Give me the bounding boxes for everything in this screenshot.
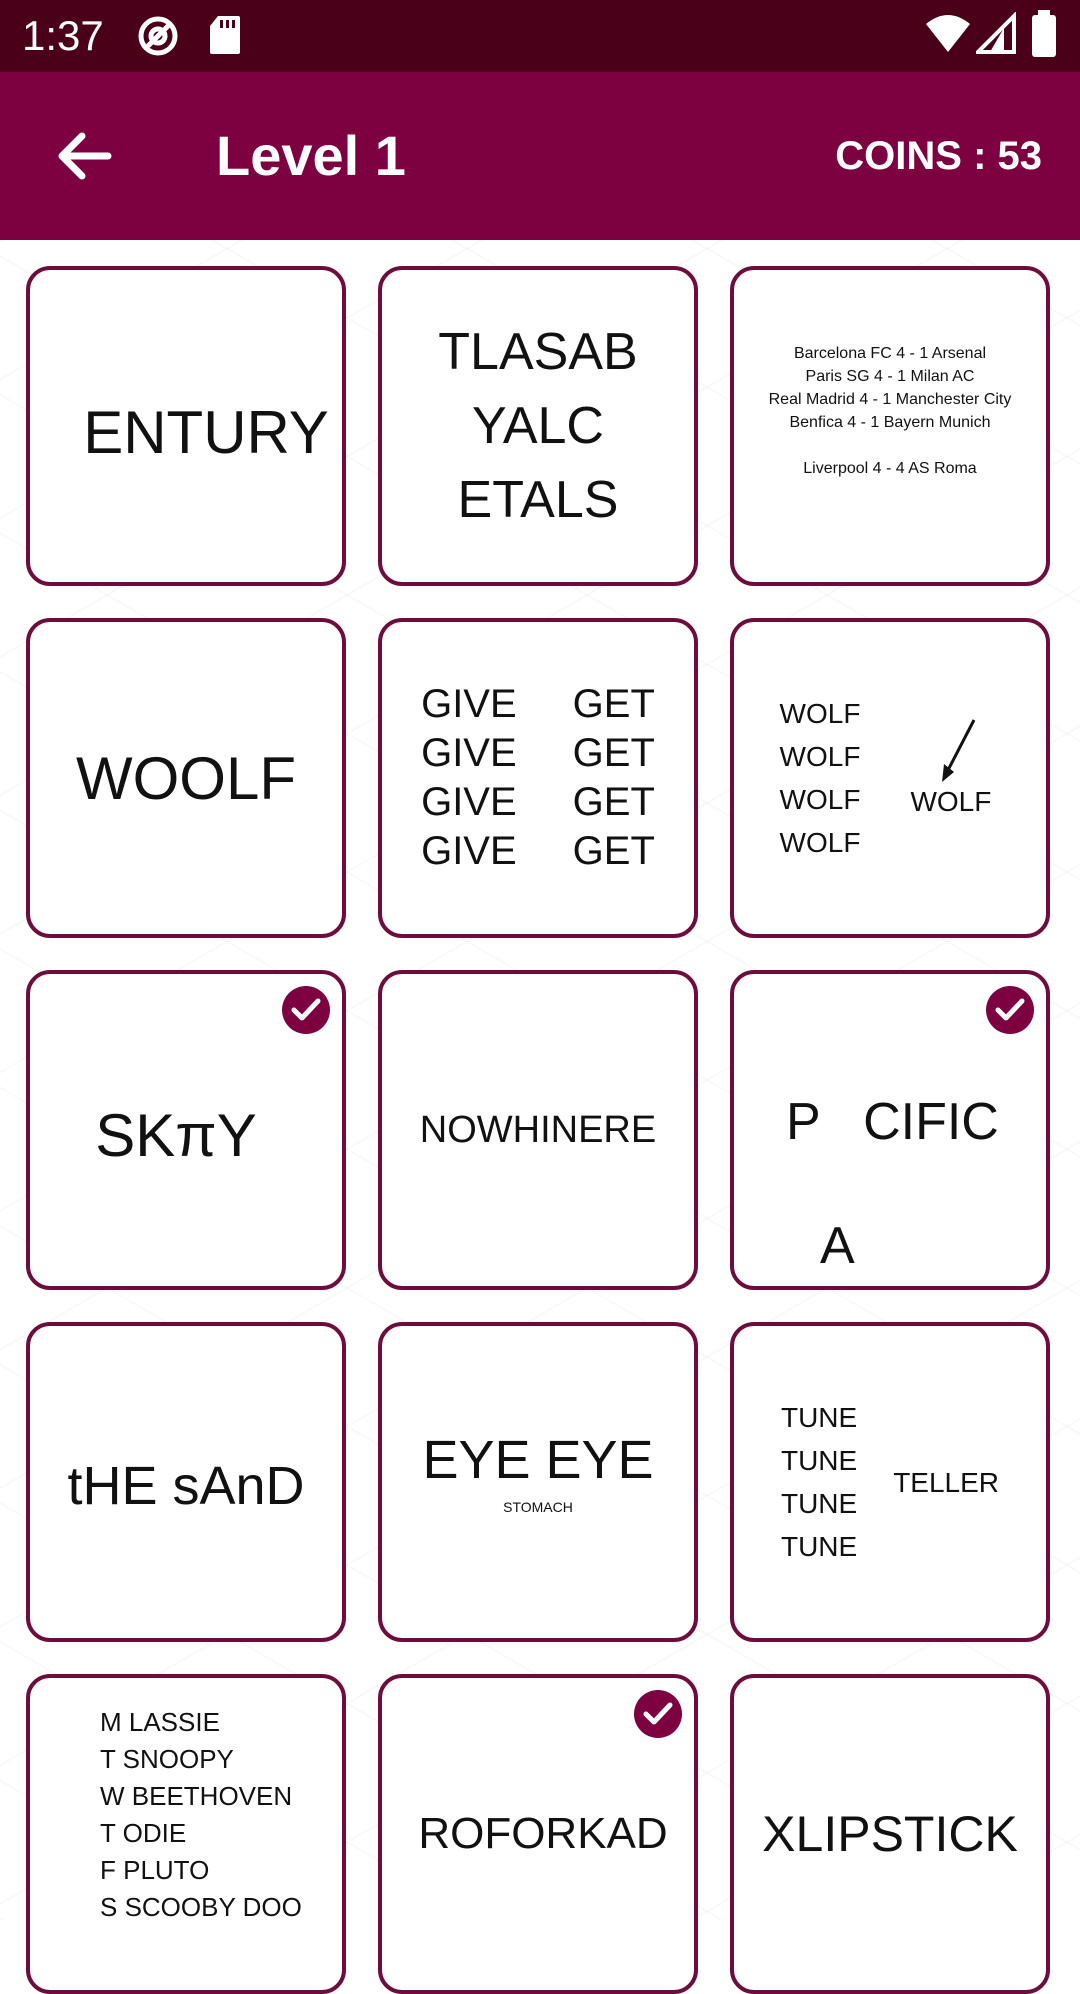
puzzle-card[interactable] bbox=[378, 266, 698, 586]
puzzle-subtext: STOMACH bbox=[503, 1499, 573, 1515]
puzzle-text: ROFORKAD bbox=[418, 1809, 668, 1858]
puzzle-card[interactable] bbox=[378, 618, 698, 938]
puzzle-grid bbox=[0, 240, 1080, 1920]
puzzle-card[interactable] bbox=[26, 1322, 346, 1642]
puzzle-card[interactable] bbox=[26, 618, 346, 938]
puzzle-card[interactable] bbox=[378, 1322, 698, 1642]
puzzle-card[interactable] bbox=[26, 266, 346, 586]
puzzle-card[interactable] bbox=[26, 1674, 346, 1994]
solved-check-icon bbox=[282, 986, 330, 1034]
puzzle-text: Barcelona FC 4 - 1 Arsenal Paris SG 4 - 1 Milan AC Real Madrid 4 - 1 Manchester City Benfica 4 - 1 Bayern Munich Liverpool 4 - 4 AS Roma bbox=[768, 345, 1012, 477]
back-arrow-icon[interactable] bbox=[52, 124, 116, 188]
puzzle-card[interactable] bbox=[730, 1322, 1050, 1642]
puzzle-card[interactable] bbox=[730, 266, 1050, 586]
puzzle-text: M LASSIE T SNOOPY W BEETHOVEN T ODIE F PLUTO S SCOOBY DOO bbox=[100, 1707, 302, 1922]
page-title: Level 1 bbox=[216, 124, 406, 187]
puzzle-card[interactable] bbox=[378, 1674, 698, 1994]
puzzle-card[interactable] bbox=[378, 970, 698, 1290]
puzzle-text: tHE sAnD bbox=[67, 1456, 305, 1516]
coins-counter: COINS : 53 bbox=[835, 134, 1042, 178]
puzzle-text: TLASAB YALC ETALS bbox=[438, 323, 638, 529]
puzzle-right-column: WOLF bbox=[910, 786, 992, 817]
puzzle-text: SKπY bbox=[95, 1101, 257, 1169]
puzzle-text-bottom: A bbox=[820, 1217, 855, 1275]
puzzle-card[interactable] bbox=[26, 970, 346, 1290]
puzzle-text-top: P CIFIC bbox=[786, 1093, 999, 1151]
status-bar bbox=[0, 0, 1080, 72]
status-time: 1:37 bbox=[22, 12, 104, 59]
sd-card-icon bbox=[208, 14, 242, 56]
puzzle-left-column: WOLF WOLF WOLF WOLF bbox=[779, 698, 861, 858]
battery-icon bbox=[1030, 10, 1058, 58]
puzzle-right-column: GET GET GET GET bbox=[572, 682, 655, 873]
puzzle-text: WOOLF bbox=[76, 744, 296, 812]
wifi-icon bbox=[924, 12, 972, 56]
puzzle-right-column: TELLER bbox=[893, 1466, 1000, 1498]
puzzle-text: XLIPSTICK bbox=[762, 1806, 1018, 1862]
puzzle-card[interactable] bbox=[730, 970, 1050, 1290]
puzzle-text: EYE EYE bbox=[422, 1430, 654, 1490]
solved-check-icon bbox=[634, 1690, 682, 1738]
solved-check-icon bbox=[986, 986, 1034, 1034]
puzzle-left-column: TUNE TUNE TUNE TUNE bbox=[780, 1402, 858, 1562]
puzzle-card[interactable] bbox=[730, 1674, 1050, 1994]
at-sign-icon bbox=[136, 14, 180, 58]
puzzle-card[interactable] bbox=[730, 618, 1050, 938]
puzzle-text: NOWHINERE bbox=[419, 1108, 657, 1151]
arrow-icon bbox=[938, 718, 978, 784]
puzzle-text: ENTURY bbox=[83, 398, 329, 466]
puzzle-left-column: GIVE GIVE GIVE GIVE bbox=[421, 682, 517, 873]
cellular-signal-icon bbox=[976, 12, 1016, 56]
app-bar bbox=[0, 72, 1080, 240]
